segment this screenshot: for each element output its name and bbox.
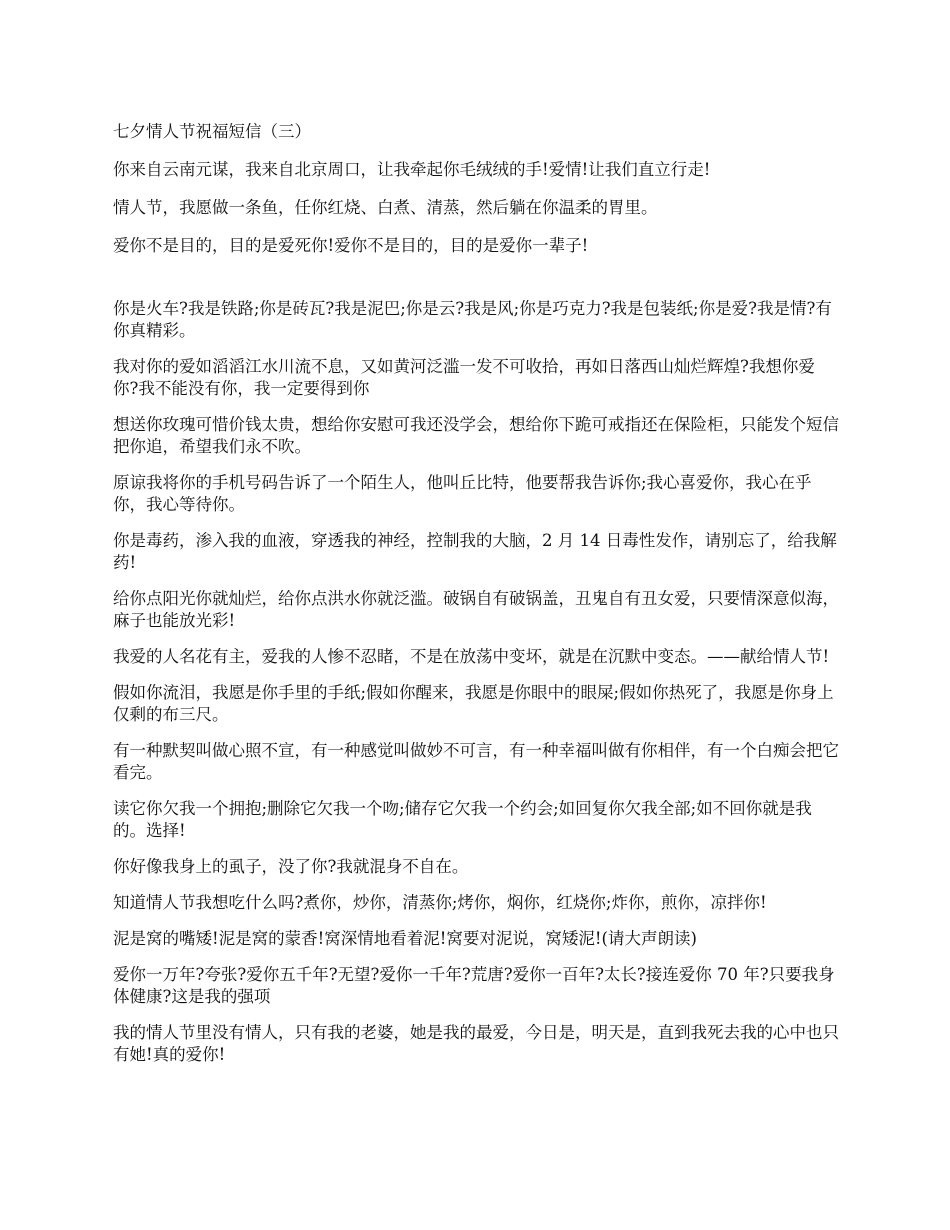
message-paragraph-15: 我的情人节里没有情人，只有我的老婆，她是我的最爱，今日是，明天是，直到我死去我的心中也只有她!真的爱你! <box>113 1023 839 1064</box>
message-paragraph-9: 有一种默契叫做心照不宣，有一种感觉叫做妙不可言，有一种幸福叫做有你相伴，有一个白痴会把它看完。 <box>113 741 839 782</box>
intro-paragraph-2: 情人节，我愿做一条鱼，任你红烧、白煮、清蒸，然后躺在你温柔的胃里。 <box>113 198 658 217</box>
document-title: 七夕情人节祝福短信（三） <box>113 122 311 141</box>
message-paragraph-8: 假如你流泪，我愿是你手里的手纸;假如你醒来，我愿是你眼中的眼屎;假如你热死了，我愿是你身上仅剩的布三尺。 <box>113 683 834 724</box>
message-paragraph-4: 原谅我将你的手机号码告诉了一个陌生人，他叫丘比特，他要帮我告诉你;我心喜爱你，我心在乎你，我心等待你。 <box>113 473 812 514</box>
message-paragraph-2: 我对你的爱如滔滔江水川流不息，又如黄河泛滥一发不可收拾，再如日落西山灿烂辉煌?我想你爱你?我不能没有你，我一定要得到你 <box>113 357 815 398</box>
message-paragraph-7: 我爱的人名花有主，爱我的人惨不忍睹，不是在放荡中变坏，就是在沉默中变态。——献给情人节! <box>113 647 830 666</box>
message-paragraph-13: 泥是窝的嘴矮!泥是窝的蒙香!窝深情地看着泥!窝要对泥说，窝矮泥!(请大声朗读) <box>113 929 697 948</box>
message-paragraph-6: 给你点阳光你就灿烂，给你点洪水你就泛滥。破锅自有破锅盖，丑鬼自有丑女爱，只要情深意似海，麻子也能放光彩! <box>113 589 839 630</box>
message-paragraph-5: 你是毒药，渗入我的血液，穿透我的神经，控制我的大脑，2 月 14 日毒性发作，请别忘了，给我解药! <box>113 531 837 572</box>
message-paragraph-1: 你是火车?我是铁路;你是砖瓦?我是泥巴;你是云?我是风;你是巧克力?我是包装纸;你是爱?我是情?有你真精彩。 <box>113 299 832 340</box>
message-paragraph-12: 知道情人节我想吃什么吗?煮你，炒你，清蒸你;烤你，焖你，红烧你;炸你，煎你，凉拌你! <box>113 893 767 912</box>
message-paragraph-11: 你好像我身上的虱子，没了你?我就混身不自在。 <box>113 857 469 876</box>
intro-paragraph-1: 你来自云南元谋，我来自北京周口，让我牵起你毛绒绒的手!爱情!让我们直立行走! <box>113 160 711 179</box>
message-paragraph-14: 爱你一万年?夸张?爱你五千年?无望?爱你一千年?荒唐?爱你一百年?太长?接连爱你 70 年?只要我身体健康?这是我的强项 <box>113 965 835 1006</box>
section-spacer <box>113 273 840 298</box>
intro-paragraph-3: 爱你不是目的，目的是爱死你!爱你不是目的，目的是爱你一辈子! <box>113 236 589 255</box>
message-paragraph-10: 读它你欠我一个拥抱;删除它欠我一个吻;储存它欠我一个约会;如回复你欠我全部;如不回你就是我的。选择! <box>113 799 812 840</box>
message-paragraph-3: 想送你玫瑰可惜价钱太贵，想给你安慰可我还没学会，想给你下跪可戒指还在保险柜，只能发个短信把你追，希望我们永不吹。 <box>113 415 839 456</box>
document-body <box>113 121 840 1080</box>
